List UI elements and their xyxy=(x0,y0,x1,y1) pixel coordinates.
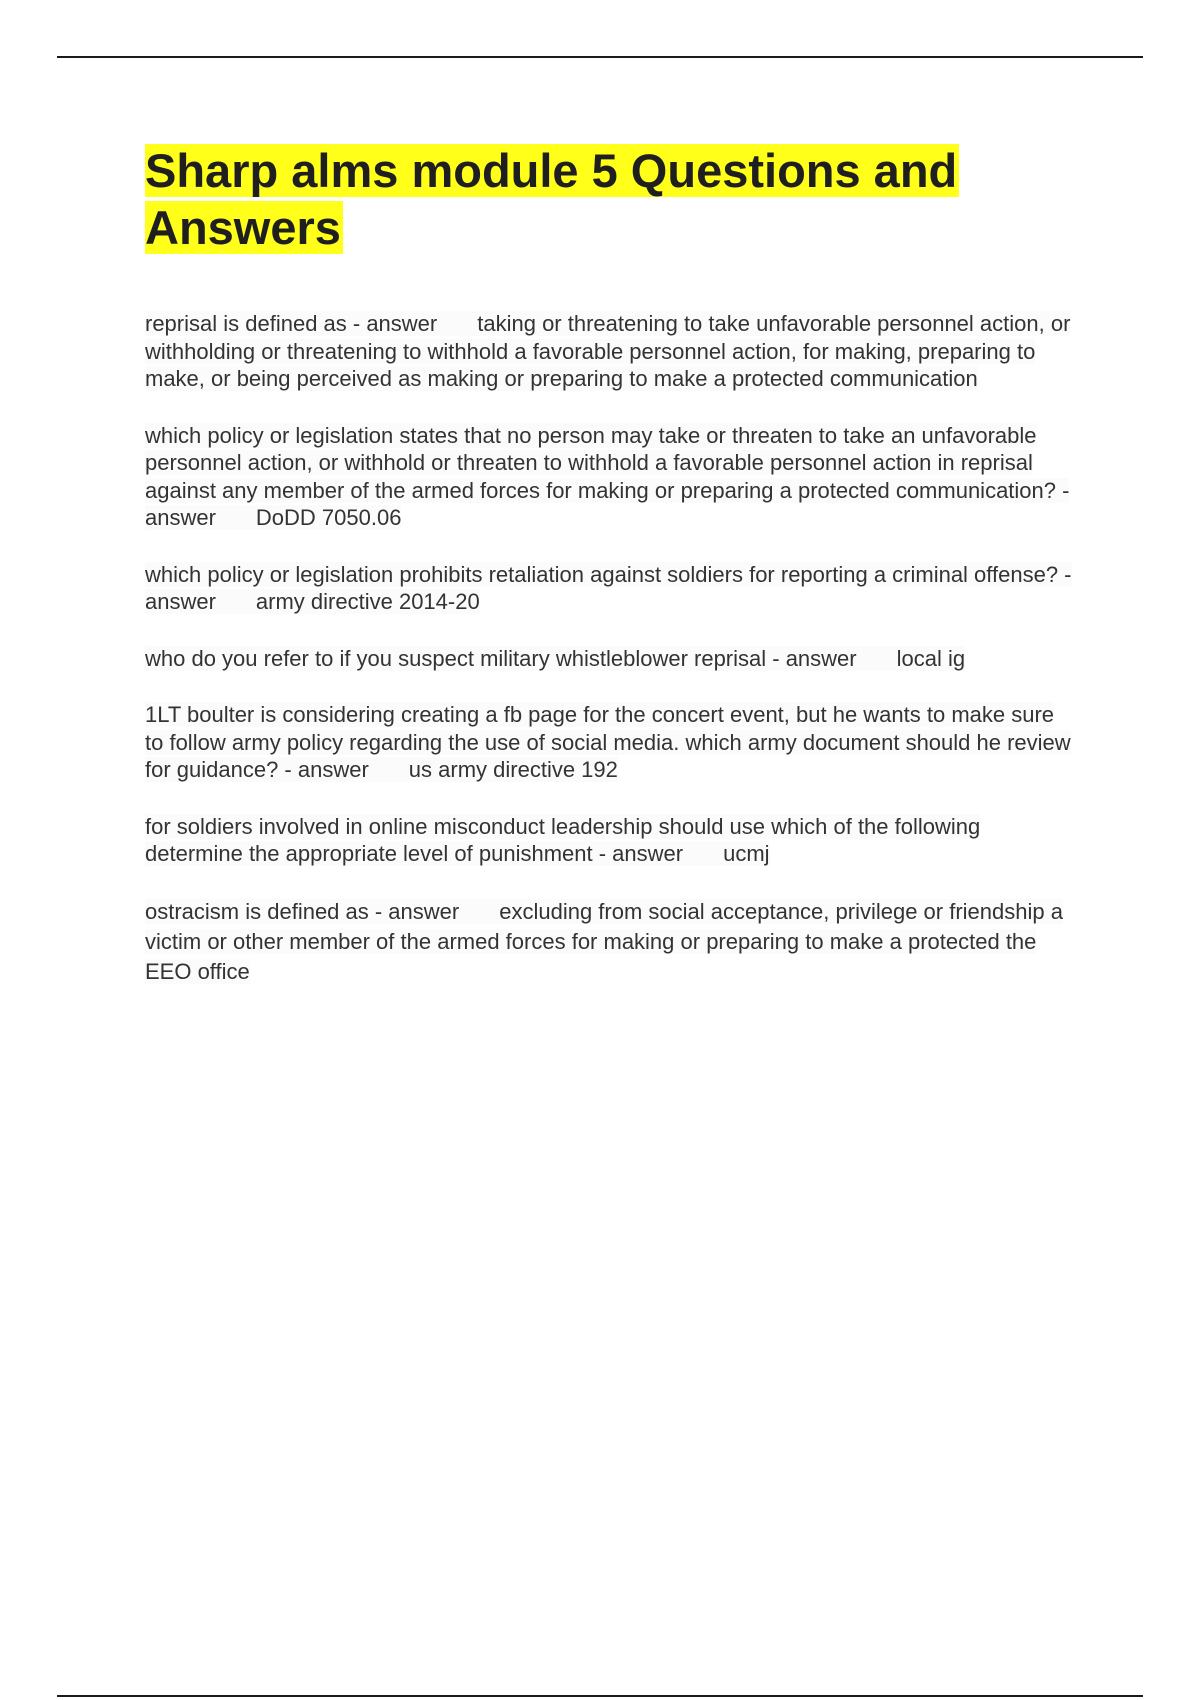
qa-question: who do you refer to if you suspect military whistleblower reprisal - answer xyxy=(145,645,857,671)
qa-item xyxy=(145,645,1075,673)
bottom-rule xyxy=(57,1695,1143,1697)
qa-question: which policy or legislation prohibits retaliation against soldiers for reporting a criminal offense? - answer xyxy=(145,561,1072,614)
qa-answer: us army directive 192 xyxy=(408,757,618,782)
qa-item xyxy=(145,897,1075,987)
qa-question: reprisal is defined as - answer xyxy=(145,311,438,336)
qa-item xyxy=(145,561,1075,616)
qa-answer: DoDD 7050.06 xyxy=(255,505,402,530)
qa-answer: excluding from social acceptance, privilege or friendship a victim or other member of the armed forces for making or preparing to make a protected the EEO office xyxy=(145,898,1063,984)
qa-item xyxy=(145,422,1075,532)
qa-item xyxy=(145,310,1075,393)
qa-question: ostracism is defined as - answer xyxy=(145,898,460,924)
qa-question: which policy or legislation states that no person may take or threaten to take an unfavorable personnel action, or withhold or threaten to withhold a favorable personnel action in reprisal against any member of the armed forces for making or preparing a protected communication? - answer xyxy=(145,422,1070,530)
qa-answer: army directive 2014-20 xyxy=(255,589,480,614)
top-rule xyxy=(57,56,1143,58)
qa-question: for soldiers involved in online misconduct leadership should use which of the following determine the appropriate level of punishment - answer xyxy=(145,813,981,866)
qa-answer: local ig xyxy=(896,645,966,671)
qa-item xyxy=(145,813,1075,868)
title-highlight: Sharp alms module 5 Questions and Answers xyxy=(145,144,958,254)
qa-answer: taking or threatening to take unfavorable personnel action, or withholding or threatening to withhold a favorable personnel action, for making, preparing to make, or being perceived as making or preparing to make a protected communication xyxy=(145,311,1071,391)
document-title xyxy=(145,142,1075,256)
qa-list xyxy=(145,310,1075,987)
qa-question: 1LT boulter is considering creating a fb page for the concert event, but he wants to make sure to follow army policy regarding the use of social media. which army document should he review for guidance? - answer xyxy=(145,702,1071,782)
qa-answer: ucmj xyxy=(723,841,770,866)
document-body xyxy=(145,142,1075,1016)
qa-item xyxy=(145,701,1075,784)
